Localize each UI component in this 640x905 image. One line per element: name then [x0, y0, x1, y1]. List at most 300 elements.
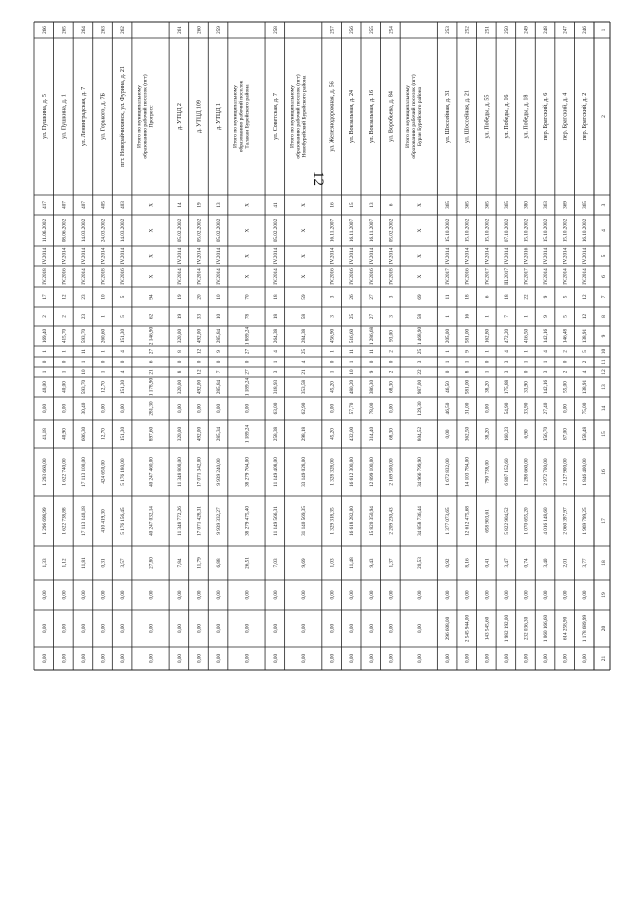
table-cell: 7,84 — [176, 558, 183, 568]
table-cell: 3 — [416, 360, 423, 364]
table-cell: 2 545 944,00 — [464, 614, 471, 643]
table-cell: 0 — [176, 360, 183, 364]
table-cell: IV.2014 — [464, 247, 471, 265]
table-cell: 14.03.2002 — [120, 218, 127, 243]
table-cell: 0,00 — [176, 590, 183, 600]
table-cell: 68,30 — [388, 428, 395, 440]
column-number: 20 — [601, 625, 607, 632]
table-cell: 0,00 — [301, 623, 308, 634]
table-cell: IV.2016 — [368, 268, 375, 285]
table-cell: 15 820 350,94 — [368, 506, 375, 536]
table-cell: 5 — [120, 315, 127, 318]
column-number: 3 — [601, 203, 607, 207]
table-cell: 1 — [445, 350, 452, 353]
table-cell: 27 — [244, 348, 251, 355]
table-cell: 6 807 152,60 — [503, 458, 510, 486]
table-cell: 0,00 — [80, 653, 87, 664]
table-cell: 62,90 — [301, 402, 308, 415]
table-cell: 40 247 460,00 — [148, 457, 155, 487]
table-cell: 1 — [329, 370, 336, 374]
table-cell: 266 — [41, 26, 48, 34]
table-cell: 492,00 — [196, 379, 203, 395]
table-cell: 05.02.2002 — [176, 218, 183, 243]
table-cell: 1 — [100, 370, 107, 374]
table-cell: 0,00 — [41, 403, 48, 414]
table-cell: 1 329 318,35 — [329, 507, 336, 535]
column-number: 6 — [601, 275, 607, 278]
table-cell: 05.02.2002 — [272, 218, 279, 243]
table-cell: 365 — [484, 201, 491, 209]
table-cell: IV.2014 — [61, 247, 68, 265]
table-cell: 1 — [41, 350, 48, 353]
table-cell: 0,00 — [562, 653, 569, 664]
table-cell: 255 — [368, 26, 375, 34]
column-number: 2 — [601, 115, 607, 118]
table-cell: 4 016 148,60 — [543, 507, 550, 535]
table-cell: 264 — [80, 26, 87, 34]
table-cell: 9 — [368, 370, 375, 374]
table-cell: 7 — [216, 370, 223, 374]
table-cell: 593,70 — [80, 328, 87, 344]
table-cell: 13 — [216, 202, 223, 208]
table-cell: 21 — [148, 369, 155, 375]
table-cell: 11 149 408,00 — [272, 457, 279, 487]
table-cell: X — [148, 203, 155, 207]
table-cell: X — [244, 228, 251, 233]
table-cell: IV.2014 — [388, 247, 395, 265]
table-cell: 365 — [445, 201, 452, 209]
table-cell: 0,00 — [196, 403, 203, 414]
table-cell: 27 — [368, 313, 375, 320]
table-cell: 143 545,60 — [484, 616, 491, 641]
column-number: 8 — [601, 315, 607, 318]
table-cell: 57,70 — [349, 402, 356, 415]
table-cell: 4 — [503, 350, 510, 353]
column-number: 1 — [601, 28, 607, 32]
table-cell: 0,00 — [445, 590, 452, 600]
table-cell: 0,31 — [100, 558, 107, 568]
table-cell: 5 — [120, 295, 127, 299]
table-cell: 492,00 — [196, 426, 203, 442]
table-cell: IV.2014 — [41, 247, 48, 265]
table-cell: 22 — [416, 369, 423, 375]
table-cell: IV.2014 — [582, 247, 589, 265]
table-cell: 0,00 — [543, 590, 550, 600]
table-cell: 158,48 — [582, 426, 589, 442]
table-cell: 10 — [100, 294, 107, 300]
table-cell: 138,91 — [582, 379, 589, 395]
table-cell: 27 — [244, 369, 251, 375]
table-cell: 15.10.2002 — [445, 218, 452, 243]
table-cell: 7,03 — [272, 558, 279, 568]
table-cell: 0,00 — [176, 653, 183, 664]
table-cell: 0 — [244, 360, 251, 364]
table-cell: 1 — [523, 360, 530, 364]
table-cell: 16 612 300,00 — [349, 457, 356, 487]
table-cell: 1,12 — [61, 558, 68, 568]
table-cell: 1 — [484, 350, 491, 353]
column-number: 21 — [601, 655, 607, 662]
table-cell-address: образованию рабочий поселок — [238, 80, 245, 153]
table-cell: 12 — [582, 313, 589, 320]
table-cell: 0,00 — [196, 653, 203, 664]
table-cell: 1 468,90 — [416, 326, 423, 346]
table-cell: 2 060 397,97 — [562, 507, 569, 535]
table-cell: 0,00 — [416, 653, 423, 664]
table-cell: 142,16 — [543, 328, 550, 344]
table-cell: 5 176 156,45 — [120, 507, 127, 535]
table-cell: 27,80 — [148, 557, 155, 569]
table-cell: 17 113 100,00 — [80, 457, 87, 487]
table-cell: 0,00 — [416, 590, 423, 600]
table-cell: 6 — [484, 295, 491, 299]
table-cell: 1 — [61, 350, 68, 353]
table-cell: 13 — [368, 202, 375, 208]
table-cell: 365 — [464, 201, 471, 209]
table-cell: IV.2018 — [100, 268, 107, 285]
table-cell: 33,90 — [523, 402, 530, 415]
table-cell: 6,90 — [523, 429, 530, 439]
table-cell: 3 — [388, 315, 395, 318]
table-cell: 0,00 — [582, 590, 589, 600]
table-cell: 07.10.2002 — [503, 218, 510, 243]
table-cell: 0 — [388, 360, 395, 364]
table-cell: 33 149 028,00 — [301, 457, 308, 487]
column-number: 12 — [601, 369, 607, 375]
table-cell-address: Итого по муниципальному — [289, 85, 296, 148]
column-number: 10 — [601, 348, 607, 355]
table-cell: 0,41 — [484, 558, 491, 568]
table-cell: 0 — [196, 360, 203, 364]
table-cell: 6 — [148, 360, 155, 364]
table-cell: 0 — [61, 360, 68, 364]
table-cell: 1 293 660,00 — [41, 458, 48, 486]
table-cell: 27,40 — [543, 402, 550, 415]
table-cell: 298,18 — [301, 426, 308, 442]
table-cell: IV.2016 — [464, 268, 471, 285]
table-cell: 0,00 — [484, 653, 491, 664]
table-cell: 318,93 — [272, 379, 279, 395]
table-cell: 0,00 — [100, 653, 107, 664]
table-cell: 2,01 — [562, 558, 569, 568]
table-cell: 0,00 — [80, 623, 87, 634]
table-cell: 5 — [582, 350, 589, 353]
table-cell: 156,70 — [543, 426, 550, 442]
table-cell: 405 — [100, 201, 107, 209]
table-cell: IV.2014 — [543, 247, 550, 265]
table-cell: IV.2016 — [61, 268, 68, 285]
table-cell: 256 — [349, 26, 356, 34]
column-number: 9 — [601, 334, 607, 338]
table-cell: 581,00 — [464, 328, 471, 344]
table-cell: 0,00 — [244, 403, 251, 414]
table-cell-address: Итого по муниципальному — [136, 85, 143, 148]
table-cell: 403 — [120, 201, 127, 209]
table-cell: 138,91 — [582, 328, 589, 344]
table-cell: 3 — [388, 295, 395, 299]
table-cell: 363 — [543, 201, 550, 209]
table-cell-address: ул. Пушкина, д. 5 — [41, 94, 48, 139]
table-cell: 1 — [523, 350, 530, 353]
table-cell: 19 — [176, 294, 183, 300]
table-cell: 1 889,24 — [244, 326, 251, 346]
table-cell: 11 — [368, 349, 375, 354]
table-cell: 1 — [484, 315, 491, 318]
table-cell: 365 — [503, 201, 510, 209]
table-cell: IV.2014 — [272, 247, 279, 265]
table-cell: 27 — [368, 294, 375, 300]
table-cell: 369 — [562, 201, 569, 209]
table-cell: 12 612 475,68 — [464, 506, 471, 536]
table-cell: 593,70 — [80, 379, 87, 395]
table-cell: 9 939 332,27 — [216, 507, 223, 535]
table-cell: 3 — [329, 315, 336, 318]
table-cell: 1 070 655,20 — [523, 507, 530, 535]
table-cell: 10 — [80, 369, 87, 375]
table-cell: 46,50 — [445, 402, 452, 415]
table-cell: 08.06.2002 — [61, 218, 68, 243]
table-cell: 40,00 — [61, 381, 68, 393]
table-cell: 205,00 — [445, 328, 452, 344]
page-number: 12 — [310, 171, 326, 186]
table-cell: 18 — [272, 313, 279, 320]
table-cell: 0,00 — [484, 590, 491, 600]
table-cell: 12,70 — [100, 428, 107, 440]
table-cell: 0,00 — [244, 653, 251, 664]
table-cell: 2 146,90 — [148, 326, 155, 346]
table-cell: 353,58 — [301, 379, 308, 395]
table-cell: 0,00 — [388, 623, 395, 634]
table-cell: 25 — [301, 348, 308, 355]
table-cell: 68,30 — [388, 381, 395, 393]
table-cell: X — [416, 228, 423, 233]
table-cell: 11 — [349, 349, 356, 354]
table-cell: 38 279 475,40 — [244, 506, 251, 536]
table-cell: IV.2014 — [216, 268, 223, 285]
table-cell: 1 982 192,00 — [503, 614, 510, 643]
table-cell: 5 — [562, 295, 569, 299]
table-cell: 18 — [272, 294, 279, 300]
table-cell: 59 — [301, 294, 308, 300]
table-cell: 0,00 — [61, 403, 68, 414]
table-cell: 6,88 — [216, 558, 223, 568]
table-cell: 3,57 — [120, 558, 127, 568]
table-cell: 16.10.2002 — [582, 218, 589, 243]
table-cell: 790 738,00 — [484, 460, 491, 484]
table-cell: 1 — [100, 315, 107, 318]
table-cell: 285,84 — [216, 328, 223, 344]
table-cell-address: ул. Воробьева, д. 84 — [388, 91, 395, 142]
table-cell: 0,00 — [388, 403, 395, 414]
table-cell: IV.2014 — [368, 247, 375, 265]
table-cell: 314,40 — [368, 426, 375, 442]
table-cell: 424 650,00 — [100, 460, 107, 484]
table-cell: 417 — [41, 201, 48, 209]
table-cell: 26,51 — [244, 557, 251, 569]
table-cell: 0,00 — [329, 403, 336, 414]
table-cell: 258,38 — [272, 426, 279, 442]
table-cell: IV.2017 — [523, 268, 530, 285]
table-cell-address: пер. Братский, д. 6 — [543, 92, 550, 141]
table-cells — [42, 26, 607, 663]
table-cell: 58 — [301, 313, 308, 320]
table-cell: X — [301, 274, 308, 279]
table-cell: 0,00 — [445, 653, 452, 664]
table-cell: 285,84 — [216, 379, 223, 395]
table-cell: 0,00 — [582, 653, 589, 664]
table-cell: 0 — [329, 360, 336, 364]
table-cell: 62 — [148, 313, 155, 320]
table-cell: X — [244, 274, 251, 279]
table-cell: 40 247 032,14 — [148, 506, 155, 536]
table-cell: 16 — [464, 313, 471, 320]
table-cell: 160,23 — [503, 426, 510, 442]
table-cell-address: Итого по муниципальному — [232, 85, 239, 148]
table-cell: 0,00 — [41, 653, 48, 664]
table-cell: 3 — [272, 370, 279, 374]
table-cell: 93,00 — [388, 330, 395, 342]
table-cell: 1 286,68 — [368, 326, 375, 346]
table-cell: 0,00 — [388, 653, 395, 664]
table-cell: 11,81 — [80, 557, 87, 569]
table-cell: 410 419,30 — [100, 509, 107, 533]
table-cell: 0,00 — [503, 590, 510, 600]
table-cell: 78,00 — [368, 402, 375, 415]
table-cell: IV.2016 — [523, 247, 530, 265]
table-cell: 1 — [349, 360, 356, 364]
table-cell: 25 — [416, 348, 423, 355]
table-cell: 3 — [329, 295, 336, 299]
table-cell: 0,00 — [120, 403, 127, 414]
table-cell: 261 — [176, 26, 183, 34]
table-cell: 0,00 — [368, 590, 375, 600]
table-cell: 0,00 — [562, 403, 569, 414]
column-number: 11 — [601, 359, 607, 365]
table-cell: 0,00 — [416, 623, 423, 634]
table-cell-address: д. УТЦД 1 — [216, 103, 223, 130]
table-cell: 0 — [216, 360, 223, 364]
table-cell: 1 178,90 — [148, 377, 155, 397]
table-cell: 38,20 — [484, 381, 491, 393]
table-cell: 0,00 — [41, 590, 48, 600]
table-cell-address: ул. Шоссейная, д. 31 — [445, 90, 452, 143]
table-cell: 365 — [582, 201, 589, 209]
table-cell: IV.2018 — [388, 268, 395, 285]
table-cell: 9,69 — [301, 558, 308, 568]
table-cell: 146,48 — [562, 328, 569, 344]
table-cell: 0,00 — [301, 653, 308, 664]
table-cell: 492,00 — [196, 328, 203, 344]
table-cell: 0 — [368, 360, 375, 364]
table-cell: IV.2014 — [80, 268, 87, 285]
table-cell: 4 — [120, 350, 127, 353]
table-cell: 3,40 — [543, 558, 550, 568]
table-cell: 987,00 — [416, 379, 423, 395]
table-cell-address: ул. Победы, д. 18 — [523, 94, 530, 139]
table-cell: 284,38 — [301, 328, 308, 344]
table-cell: 257 — [329, 26, 336, 34]
table-cell: 12 — [582, 294, 589, 300]
table-cell: 15.10.2002 — [464, 218, 471, 243]
table-cell: 0,00 — [176, 403, 183, 414]
table-cell: 0,00 — [216, 590, 223, 600]
table-cell: IV.2016 — [120, 268, 127, 285]
table-cell-address: ул. Ленинградская, д. 7 — [80, 86, 87, 147]
table-cell: 0,00 — [349, 653, 356, 664]
table-cell-address: ул. Шоссейная, д. 21 — [464, 90, 471, 143]
table-cell: 0,00 — [244, 623, 251, 634]
table-cell: 10 — [216, 313, 223, 320]
table-cell: 45,20 — [329, 381, 336, 393]
table-cell: 162,80 — [484, 328, 491, 344]
table-cell: X — [148, 228, 155, 233]
column-number: 18 — [601, 560, 607, 566]
table-cell: IV.2014 — [272, 268, 279, 285]
table-cell: 0,00 — [148, 623, 155, 634]
table-cell: 151,30 — [120, 379, 127, 395]
table-cell: 1 — [464, 360, 471, 364]
table-cell: 407 — [61, 201, 68, 209]
table-cell: X — [148, 254, 155, 258]
table-cell: 456,90 — [329, 328, 336, 344]
table-cell: 2 — [41, 315, 48, 318]
table-cell: 260 — [196, 26, 203, 34]
table-cell: 320,00 — [176, 328, 183, 344]
table-cell: IV.2014 — [100, 247, 107, 265]
table-cell: 9,43 — [368, 558, 375, 568]
table-cell: 407 — [80, 201, 87, 209]
table-cell: 0,00 — [216, 623, 223, 634]
table-cell: 0,00 — [61, 623, 68, 634]
table-cell: 24.03.2002 — [100, 218, 107, 243]
table-cell: IV.2014 — [445, 247, 452, 265]
table-cell: 14 103 784,00 — [464, 457, 471, 487]
table-cell: 2 — [562, 370, 569, 374]
table-cell: 20,53 — [416, 557, 423, 569]
table-cell: X — [244, 254, 251, 258]
table-cell: 0,00 — [41, 623, 48, 634]
table-cell: 15.10.2002 — [543, 218, 550, 243]
table-cell: 415,70 — [61, 328, 68, 344]
table-cell: 251 — [484, 26, 491, 34]
table-cell: 0 — [562, 360, 569, 364]
table-cell: 247 — [562, 26, 569, 34]
table-cell: 38,20 — [484, 428, 491, 440]
table-cell: 380 — [523, 201, 530, 209]
table-cell: 6 — [388, 203, 395, 207]
table-cell: III.2017 — [503, 268, 510, 285]
table-cell: IV.2014 — [329, 247, 336, 265]
table-cell: 1 672 832,00 — [445, 458, 452, 486]
table-cell: 16.11.2007 — [329, 218, 336, 243]
table-cell: 31 140 569,35 — [301, 506, 308, 536]
table-cell: 1 — [41, 370, 48, 374]
table-cell: 0,00 — [100, 403, 107, 414]
table-cell: 0,00 — [148, 590, 155, 600]
table-cell: 581,00 — [464, 379, 471, 395]
table-cell: 11,48 — [349, 557, 356, 569]
table-cell: 15 — [349, 202, 356, 208]
table-cell: IV.2016 — [349, 268, 356, 285]
table-cell: 1 178 689,99 — [582, 614, 589, 643]
table-cell: 1,37 — [388, 558, 395, 568]
column-number: 4 — [601, 229, 607, 232]
table-cell: 16.11.2007 — [349, 218, 356, 243]
table-cell: 0 — [120, 360, 127, 364]
table-cell: 33 — [196, 313, 203, 320]
table-cell: X — [416, 274, 423, 279]
table-cell: 55,00 — [562, 381, 569, 393]
